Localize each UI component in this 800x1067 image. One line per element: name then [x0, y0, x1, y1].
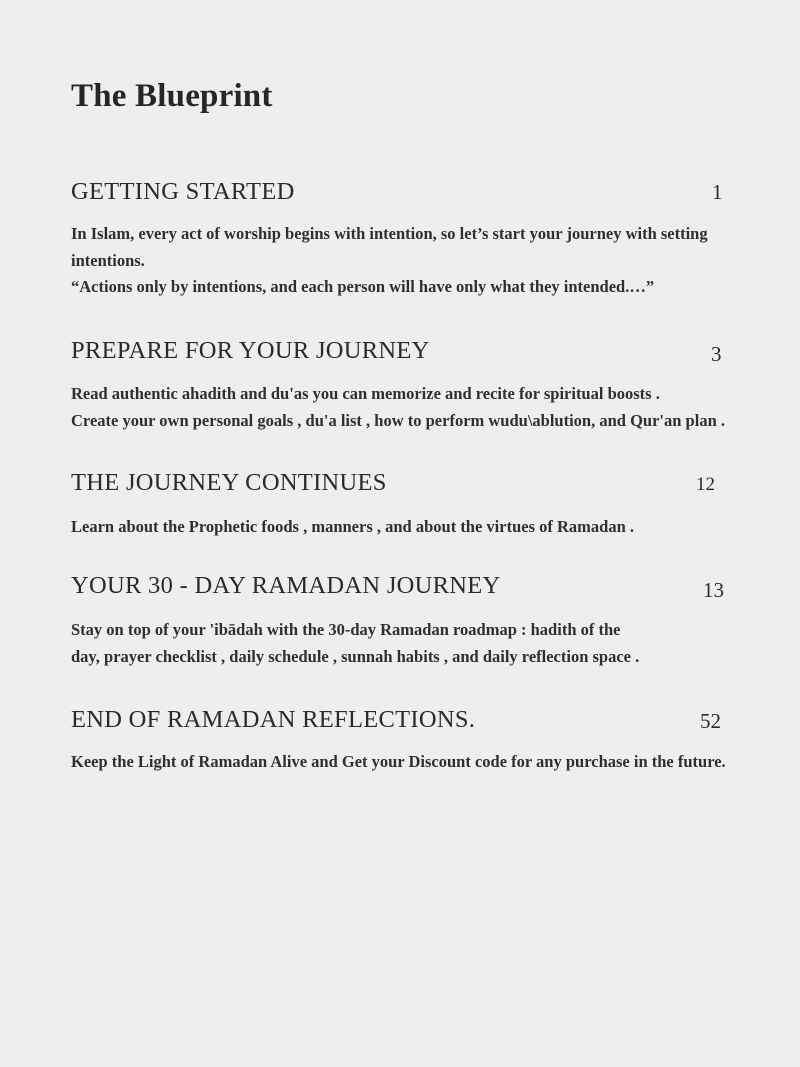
- section-page-number: 13: [703, 578, 724, 602]
- section-title: GETTING STARTED: [71, 178, 295, 205]
- section-page-number: 1: [712, 180, 723, 204]
- section-header: [71, 706, 731, 736]
- toc-section-end-reflections: [71, 706, 731, 776]
- section-title: YOUR 30 - DAY RAMADAN JOURNEY: [71, 572, 501, 599]
- toc-section-getting-started: [71, 178, 731, 301]
- section-description: Learn about the Prophetic foods , manners , and about the virtues of Ramadan .: [71, 517, 635, 536]
- section-description: Read authentic ahadith and du'as you can memorize and recite for spiritual boosts . Create your own personal goals , du'a list , how to perform wudu\ablution, and Qur'an plan .: [71, 384, 725, 430]
- page-title: The Blueprint: [71, 78, 273, 114]
- section-title: END OF RAMADAN REFLECTIONS.: [71, 706, 476, 733]
- section-title: THE JOURNEY CONTINUES: [71, 469, 387, 496]
- section-page-number: 12: [696, 474, 715, 495]
- section-header: [71, 572, 731, 602]
- section-page-number: 52: [700, 709, 721, 733]
- section-description: Keep the Light of Ramadan Alive and Get your Discount code for any purchase in the future.: [71, 752, 726, 771]
- section-header: [71, 178, 731, 208]
- section-page-number: 3: [711, 342, 722, 366]
- section-header: [71, 469, 731, 499]
- section-header: [71, 337, 731, 367]
- toc-section-prepare: [71, 337, 731, 434]
- section-description: Stay on top of your 'ibādah with the 30-day Ramadan roadmap : hadith of the day, prayer checklist , daily schedule , sunnah habits , and daily reflection space .: [71, 620, 640, 666]
- toc-section-journey-continues: [71, 469, 731, 541]
- section-title: PREPARE FOR YOUR JOURNEY: [71, 337, 430, 364]
- section-description: In Islam, every act of worship begins with intention, so let’s start your journey with setting intentions. “Actions only by intentions, and each person will have only what they intended.…”: [71, 224, 708, 296]
- toc-section-30-day: [71, 572, 731, 670]
